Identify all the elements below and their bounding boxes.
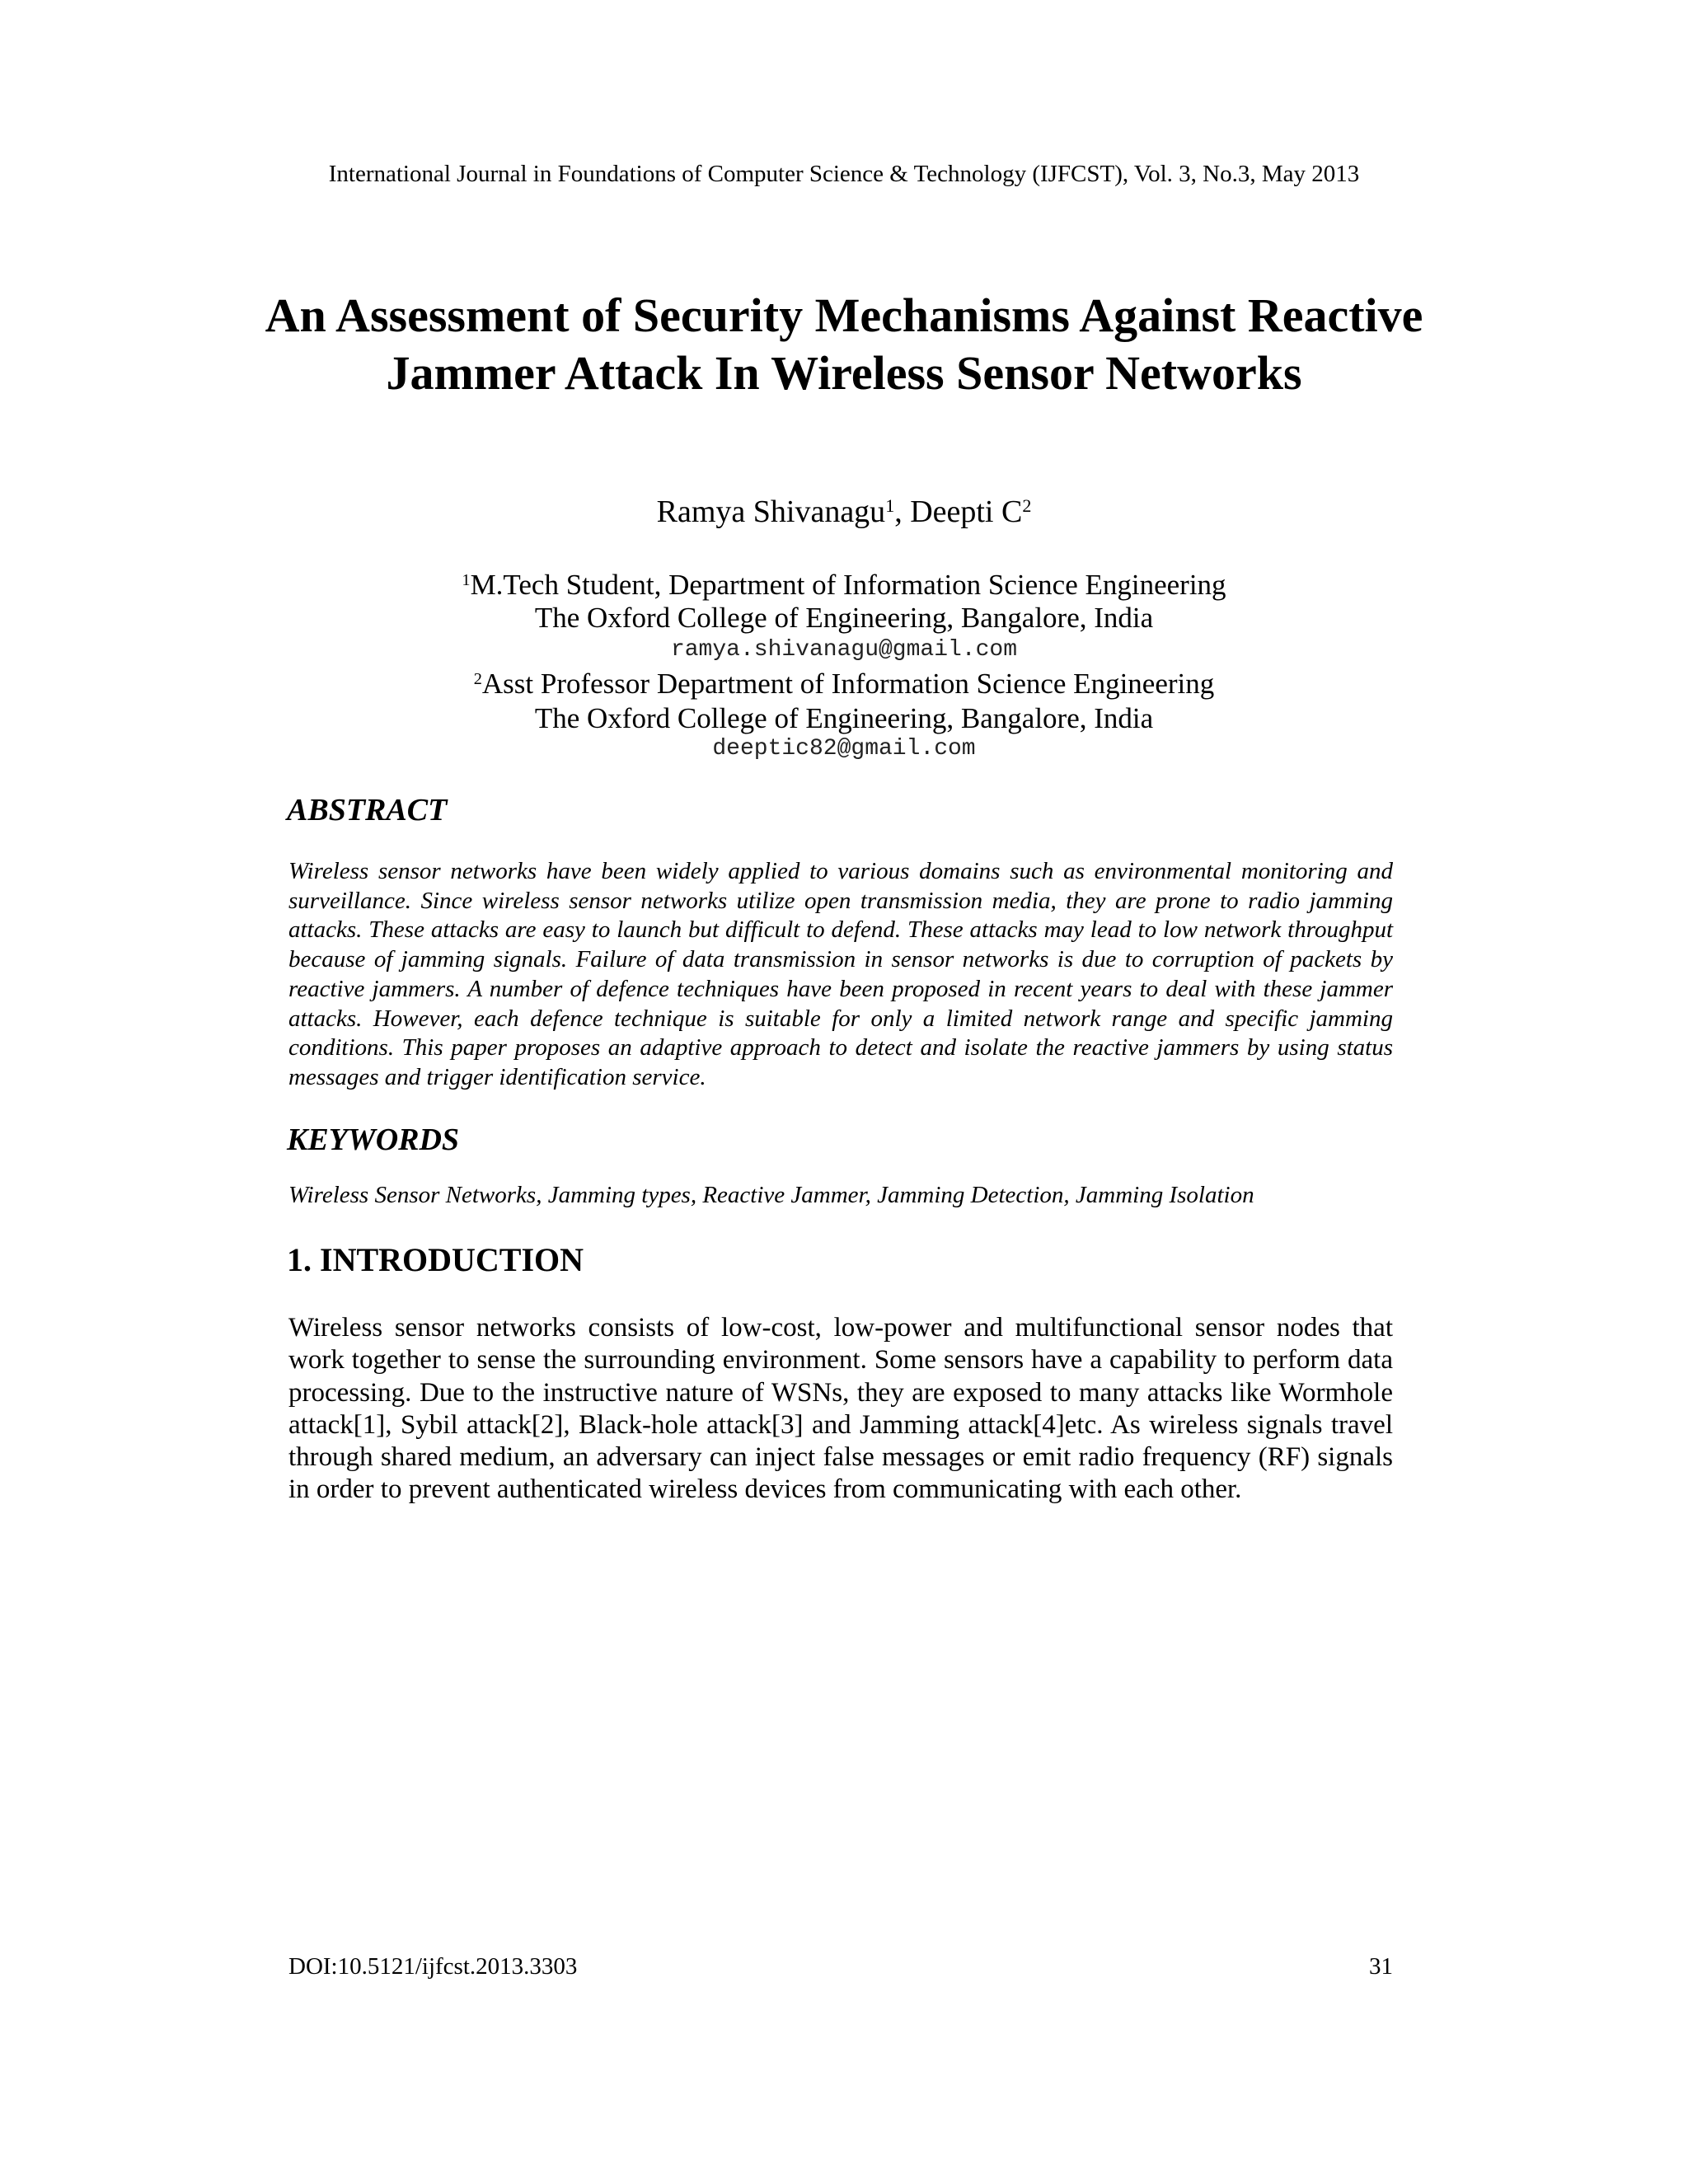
author-separator: ,: [894, 494, 911, 529]
running-header: International Journal in Foundations of Computer Science & Technology (IJFCST), Vol. 3, No.3, May 2013: [328, 161, 1360, 187]
affiliation-2-role: $^2$Asst Professor Department of Information Science Engineering: [473, 668, 1215, 700]
footer-doi: DOI:10.5121/ijfcst.2013.3303: [288, 1953, 578, 1980]
keywords-body: Wireless Sensor Networks, Jamming types, Reactive Jammer, Jamming Detection, Jamming Isolation: [288, 1182, 1254, 1208]
affiliation-mark: 1: [462, 570, 471, 589]
paper-title: An Assessment of Security Mechanisms Against Reactive Jammer Attack In Wireless Sensor Networks: [265, 288, 1423, 400]
author-affiliation-mark: 1: [885, 494, 895, 516]
abstract-body: Wireless sensor networks have been widely applied to various domains such as environmental monitoring and surveillance. Since wireless sensor networks utilize open transmission media, they are prone to radio jamming attacks. These attacks are easy to launch but difficult to defend. These attacks may lead to low network throughput because of jamming signals. Failure of data transmission in sensor networks is due to corruption of packets by reactive jammers. A number of defence techniques have been proposed in recent years to deal with these jammer attacks. However, each defence technique is suitable for only a limited network range and specific jamming conditions. This paper proposes an adaptive approach to detect and isolate the reactive jammers by using status messages and trigger identification service.: [288, 858, 1393, 1090]
introduction-body: Wireless sensor networks consists of low-cost, low-power and multifunctional sensor nodes that work together to sense the surrounding environment. Some sensors have a capability to perform data processing. Due to the instructive nature of WSNs, they are exposed to many attacks like Wormhole attack[1], Sybil attack[2], Black-hole attack[3] and Jamming attack[4]etc. As wireless signals travel through shared medium, an adversary can inject false messages or emit radio frequency (RF) signals in order to prevent authenticated wireless devices from communicating with each other.: [288, 1313, 1393, 1505]
page-number: 31: [1369, 1953, 1393, 1980]
affiliation-2-email: deeptic82@gmail.com: [712, 736, 976, 762]
introduction-heading: 1. INTRODUCTION: [287, 1241, 584, 1278]
author-list: [0, 493, 1688, 531]
author-affiliation-mark: 2: [1022, 494, 1032, 516]
affiliation-1-institution: The Oxford College of Engineering, Bangalore, India: [534, 602, 1154, 634]
abstract-heading: ABSTRACT: [287, 793, 448, 827]
author-name: Ramya Shivanagu: [656, 494, 886, 529]
author-name: Deepti C: [910, 494, 1023, 529]
affiliation-1-role: $^1$M.Tech Student, Department of Information Science Engineering: [462, 569, 1226, 601]
affiliation-mark: 2: [473, 669, 482, 688]
affiliation-1-email: ramya.shivanagu@gmail.com: [670, 637, 1018, 663]
affiliation-2-institution: The Oxford College of Engineering, Bangalore, India: [534, 702, 1154, 734]
keywords-heading: KEYWORDS: [287, 1122, 460, 1157]
